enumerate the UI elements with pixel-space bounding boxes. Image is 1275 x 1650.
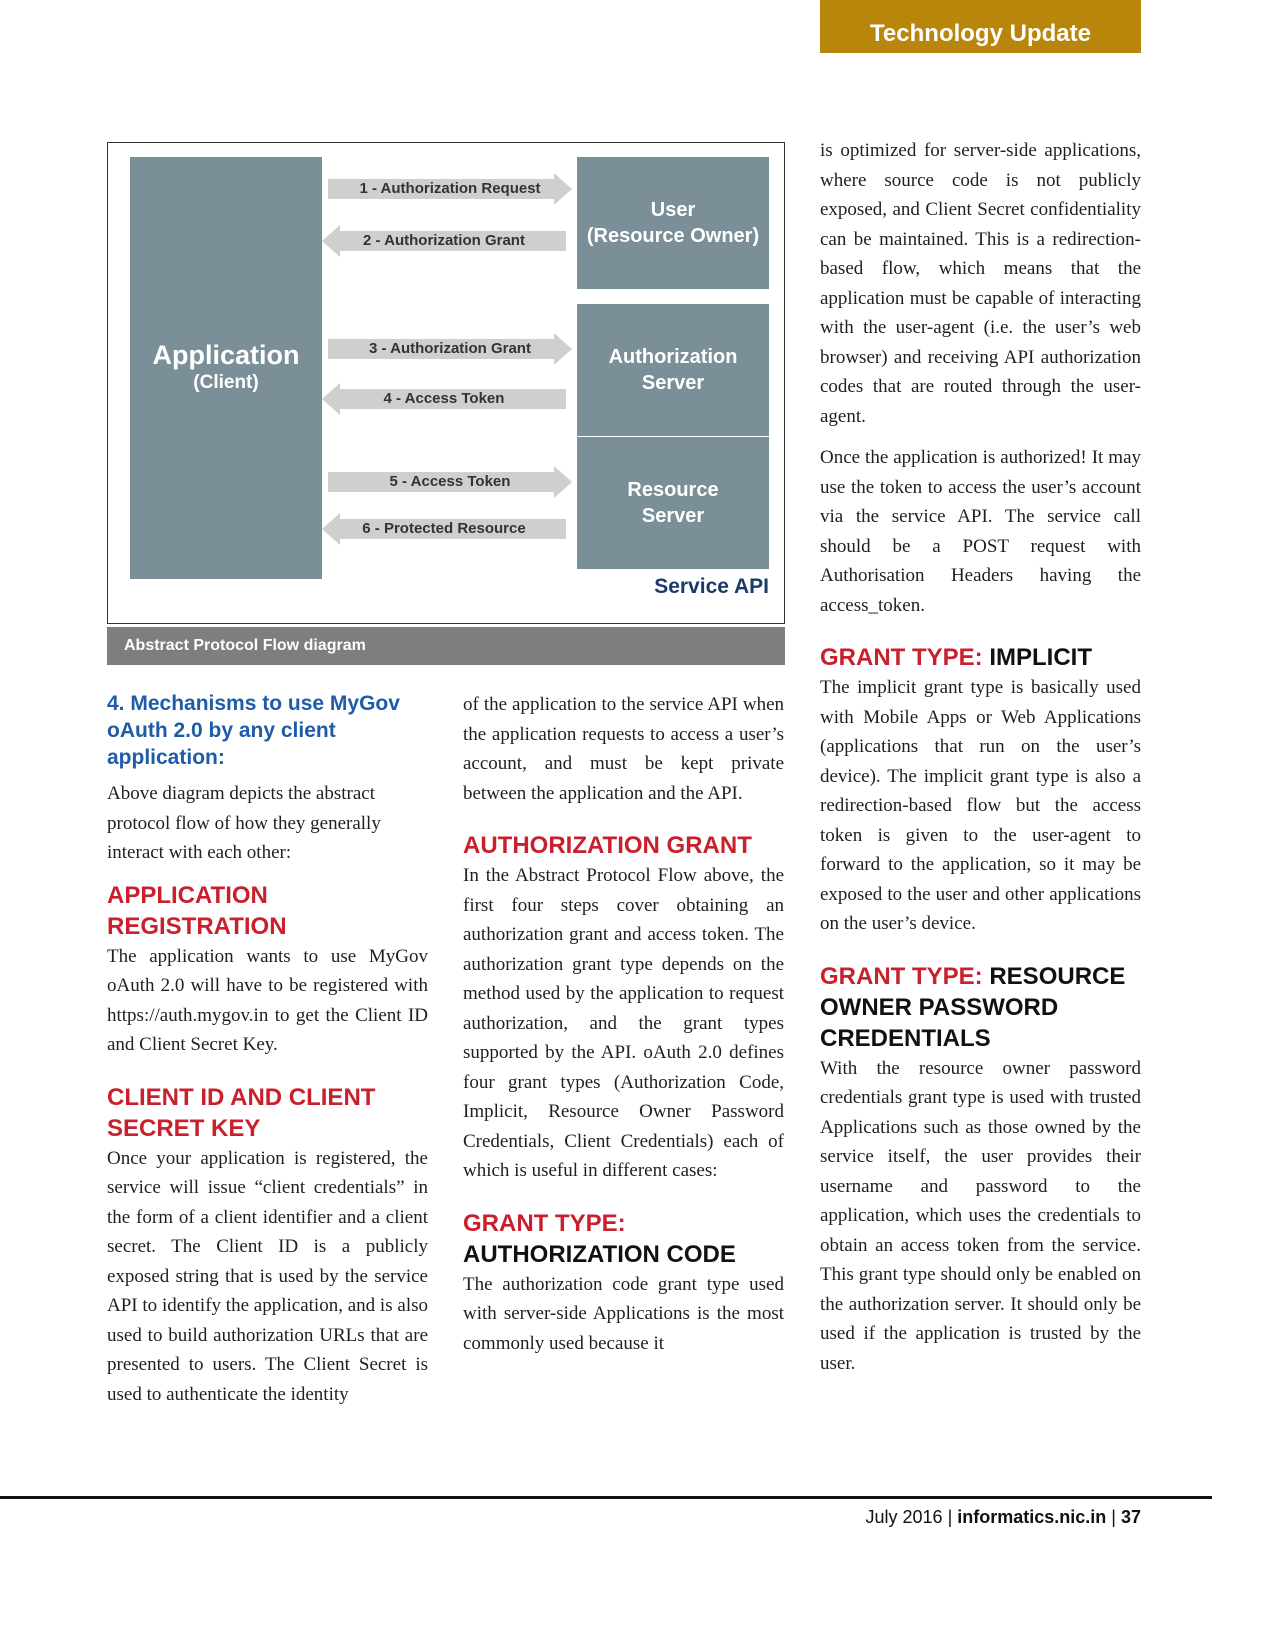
authorized-paragraph: Once the application is authorized! It may use the token to access the user’s account via the service API. The service call should be a POST request with Authorisation Headers having the access_token. [820,447,1141,616]
authorization-code-label: AUTHORIZATION CODE [463,1240,736,1268]
arrow-label-1: 1 - Authorization Request [359,180,541,197]
ropc-paragraph: With the resource owner password credentials grant type is used with trusted Applications such as those owned by the service itself, the user provides their username and password to the application, which uses the credentials to obtain an access token from the service. This grant type should only be enabled on the authorization server. It should only be used if the application is trusted by the user. [820,1057,1141,1374]
user-label: User [650,199,696,221]
protocol-flow-diagram [107,142,785,624]
footer-date: July 2016 [865,1507,943,1527]
arrow-label-2: 2 - Authorization Grant [363,232,525,249]
client-id-paragraph: Once your application is registered, the service will issue “client credentials” in the form of a client identifier and a client secret. The Client ID is a publicly exposed string that is used by the service API to identify the application, and is also used to build authorization URLs that are presented to users. The Client Secret is used to authenticate the identity [107,1147,428,1405]
arrow-left-2 [322,225,566,257]
footer-rule [0,1496,1212,1499]
grant-type-ropc-heading [820,961,1141,1054]
resource-server-label-1: Resource [627,479,719,501]
arrow-label-5: 5 - Access Token [389,473,511,490]
section-title: Technology Update [870,19,1091,47]
arrow-right-5 [328,466,572,498]
column-3 [820,136,1141,1378]
authorization-grant-paragraph: In the Abstract Protocol Flow above, the first four steps cover obtaining an authorization grant and access token. The authorization grant type depends on the method used by the application to request authorization, and the grant types supported by the API. oAuth 2.0 defines four grant types (Authorization Code, Implicit, Resource Owner Password Credentials, Client Credentials) each of which is useful in different cases: [463,865,784,1181]
arrow-left-6 [322,513,566,545]
implicit-paragraph: The implicit grant type is basically used with Mobile Apps or Web Applications (applications that run on the user’s device). The implicit grant type is also a redirection-based flow but the access token is given to the user-agent to forward to the application, so it may be exposed to the user and other applications on the user’s device. [820,677,1141,934]
arrow-label-3: 3 - Authorization Grant [369,340,531,357]
page-footer: July 2016 | informatics.nic.in | 37 [865,1507,1141,1527]
resource-server-box [577,437,769,569]
client-id-heading: CLIENT ID AND CLIENT SECRET KEY [107,1083,376,1142]
arrow-right-1 [328,173,572,205]
app-registration-heading: APPLICATION REGISTRATION [107,881,287,940]
intro-paragraph: Above diagram depicts the abstract protocol flow of how they generally interact with each other: [107,783,381,863]
service-api-label: Service API [654,575,769,598]
user-resource-owner-box [577,157,769,289]
section-tab [820,0,1141,53]
arrow-label-6: 6 - Protected Resource [362,520,526,537]
auth-server-label-1: Authorization [608,346,738,368]
arrow-left-4 [322,383,566,415]
application-label: Application [152,340,300,370]
grant-type-code-heading [463,1208,784,1270]
grant-type-label: GRANT TYPE: [820,644,983,671]
authorization-code-paragraph: The authorization code grant type used with server-side Applications is the most commonly used because it [463,1273,784,1354]
ropc-label: RESOURCE OWNER PASSWORD CREDENTIALS [820,962,1126,1052]
grant-type-label: GRANT TYPE: [820,962,983,990]
figure-caption: Abstract Protocol Flow diagram [107,627,785,665]
grant-type-label: GRANT TYPE: [463,1209,626,1237]
application-client-box [130,157,322,579]
authorization-server-box [577,304,769,436]
arrow-right-3 [328,333,572,365]
resource-server-label-2: Server [641,505,705,527]
continued-paragraph: of the application to the service API when the application requests to access a user’s account, and must be kept private between the application and the API. [463,694,784,804]
column-2 [463,690,784,1358]
auth-server-label-2: Server [641,372,705,394]
page-number: 37 [1120,1507,1141,1527]
authorization-grant-heading: AUTHORIZATION GRANT [463,832,752,859]
arrow-label-4: 4 - Access Token [383,390,505,407]
app-registration-paragraph: The application wants to use MyGov oAuth 2.0 will have to be registered with https://auth.mygov.in to get the Client ID and Client Secret Key. [107,945,428,1055]
grant-type-implicit-heading [820,642,1141,673]
resource-owner-label: (Resource Owner) [586,225,760,247]
code-continued-paragraph: is optimized for server-side applications, where source code is not publicly exposed, and Client Secret confidentiality can be maintained. This is a redirection-based flow, which means that the application must be capable of interacting with the user-agent (i.e. the user’s web browser) and receiving API authorization codes that are routed through the user-agent. [820,140,1141,427]
mechanisms-heading: 4. Mechanisms to use MyGov oAuth 2.0 by any client application: [107,692,400,769]
column-1 [107,690,428,1409]
footer-site: informatics.nic.in [957,1507,1107,1527]
client-label: (Client) [193,372,259,393]
implicit-label: IMPLICIT [989,644,1092,671]
